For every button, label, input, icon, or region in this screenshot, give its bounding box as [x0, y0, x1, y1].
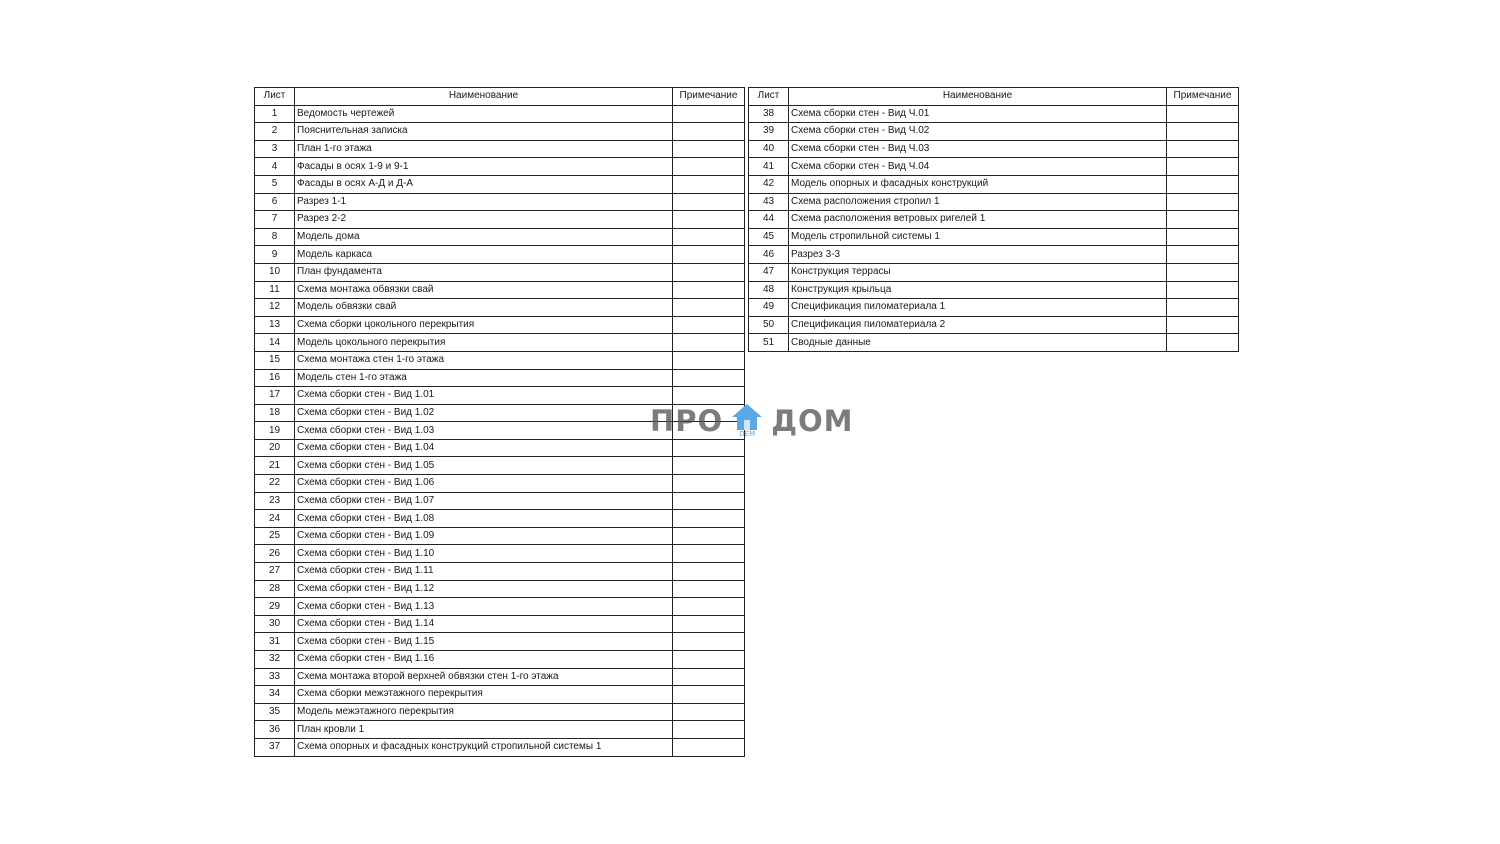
sheet-number-cell: 33 — [255, 668, 295, 686]
drawing-name-cell: Схема сборки стен - Вид Ч.01 — [789, 105, 1167, 123]
table-row — [255, 211, 745, 229]
table-row — [749, 211, 1239, 229]
drawing-name-cell: Схема сборки стен - Вид 1.06 — [295, 475, 673, 493]
table-row — [255, 510, 745, 528]
note-cell — [673, 211, 745, 229]
sheet-number-cell: 46 — [749, 246, 789, 264]
table-row — [255, 738, 745, 756]
drawing-name-cell: Модель стен 1-го этажа — [295, 369, 673, 387]
drawing-name-cell: Спецификация пиломатериала 1 — [789, 299, 1167, 317]
drawing-name-cell: Схема сборки стен - Вид 1.11 — [295, 563, 673, 581]
sheet-number-cell: 5 — [255, 175, 295, 193]
drawing-name-cell: Схема монтажа стен 1-го этажа — [295, 351, 673, 369]
drawing-name-cell: Разрез 2-2 — [295, 211, 673, 229]
drawing-name-cell: Схема сборки стен - Вид Ч.02 — [789, 123, 1167, 141]
drawing-name-cell: Схема опорных и фасадных конструкций стропильной системы 1 — [295, 738, 673, 756]
sheet-number-cell: 45 — [749, 228, 789, 246]
drawing-name-cell: Фасады в осях 1-9 и 9-1 — [295, 158, 673, 176]
sheet-number-cell: 41 — [749, 158, 789, 176]
drawing-name-cell: Модель обвязки свай — [295, 299, 673, 317]
drawing-name-cell: Конструкция террасы — [789, 263, 1167, 281]
note-cell — [1167, 246, 1239, 264]
table-row — [749, 316, 1239, 334]
note-cell — [673, 686, 745, 704]
note-cell — [1167, 158, 1239, 176]
sheet-number-cell: 26 — [255, 545, 295, 563]
note-cell — [673, 123, 745, 141]
table-row — [255, 281, 745, 299]
watermark-text-left: ПРО — [650, 404, 724, 438]
drawing-name-cell: Схема расположения ветровых ригелей 1 — [789, 211, 1167, 229]
sheet-number-cell: 38 — [749, 105, 789, 123]
note-cell — [673, 510, 745, 528]
table-row — [255, 703, 745, 721]
note-cell — [673, 492, 745, 510]
sheet-number-cell: 35 — [255, 703, 295, 721]
sheet-number-cell: 14 — [255, 334, 295, 352]
drawing-name-cell: Схема сборки стен - Вид 1.03 — [295, 422, 673, 440]
note-cell — [673, 299, 745, 317]
table-row — [749, 299, 1239, 317]
note-cell — [673, 246, 745, 264]
drawing-name-cell: Фасады в осях А-Д и Д-А — [295, 175, 673, 193]
note-cell — [673, 228, 745, 246]
sheet-number-cell: 6 — [255, 193, 295, 211]
table-row — [255, 158, 745, 176]
drawing-name-cell: Схема сборки стен - Вид 1.12 — [295, 580, 673, 598]
note-cell — [1167, 123, 1239, 141]
sheet-number-cell: 43 — [749, 193, 789, 211]
sheet-number-cell: 44 — [749, 211, 789, 229]
sheet-number-cell: 36 — [255, 721, 295, 739]
table-row — [255, 668, 745, 686]
table-row — [255, 105, 745, 123]
drawing-name-cell: План кровли 1 — [295, 721, 673, 739]
table-row — [255, 457, 745, 475]
drawing-name-cell: Сводные данные — [789, 334, 1167, 352]
note-cell — [673, 580, 745, 598]
drawing-name-cell: Схема сборки цокольного перекрытия — [295, 316, 673, 334]
sheet-number-cell: 34 — [255, 686, 295, 704]
table-row — [255, 651, 745, 669]
sheet-number-cell: 48 — [749, 281, 789, 299]
drawing-name-cell: Схема сборки стен - Вид 1.02 — [295, 404, 673, 422]
note-cell — [673, 598, 745, 616]
header-row — [255, 88, 745, 106]
sheet-number-cell: 18 — [255, 404, 295, 422]
sheet-number-cell: 19 — [255, 422, 295, 440]
note-cell — [673, 193, 745, 211]
header-note: Примечание — [1167, 88, 1239, 106]
table-row — [255, 439, 745, 457]
note-cell — [673, 475, 745, 493]
sheet-number-cell: 9 — [255, 246, 295, 264]
note-cell — [673, 175, 745, 193]
table-row — [255, 193, 745, 211]
note-cell — [673, 721, 745, 739]
table-row — [255, 316, 745, 334]
table-row — [749, 193, 1239, 211]
note-cell — [673, 527, 745, 545]
sheet-number-cell: 16 — [255, 369, 295, 387]
table-row — [255, 527, 745, 545]
table-row — [255, 563, 745, 581]
table-row — [255, 334, 745, 352]
table-row — [255, 351, 745, 369]
table-row — [749, 334, 1239, 352]
table-row — [749, 123, 1239, 141]
table-row — [255, 545, 745, 563]
table-row — [255, 686, 745, 704]
prodom-watermark — [650, 402, 854, 440]
header-sheet: Лист — [749, 88, 789, 106]
table-row — [255, 492, 745, 510]
table-row — [255, 299, 745, 317]
drawing-name-cell: Схема сборки стен - Вид 1.07 — [295, 492, 673, 510]
note-cell — [673, 316, 745, 334]
sheet-number-cell: 29 — [255, 598, 295, 616]
table-row — [749, 246, 1239, 264]
note-cell — [673, 457, 745, 475]
table-row — [255, 580, 745, 598]
note-cell — [673, 140, 745, 158]
note-cell — [673, 738, 745, 756]
drawing-name-cell: Модель стропильной системы 1 — [789, 228, 1167, 246]
sheet-number-cell: 21 — [255, 457, 295, 475]
sheet-number-cell: 23 — [255, 492, 295, 510]
table-row — [255, 721, 745, 739]
sheet-number-cell: 17 — [255, 387, 295, 405]
sheet-number-cell: 37 — [255, 738, 295, 756]
drawing-name-cell: Схема сборки межэтажного перекрытия — [295, 686, 673, 704]
table-row — [749, 175, 1239, 193]
note-cell — [673, 158, 745, 176]
table-row — [749, 228, 1239, 246]
drawing-name-cell: Схема сборки стен - Вид Ч.03 — [789, 140, 1167, 158]
note-cell — [673, 651, 745, 669]
note-cell — [673, 334, 745, 352]
drawings-list-right — [748, 87, 1239, 352]
table-row — [255, 633, 745, 651]
sheet-number-cell: 2 — [255, 123, 295, 141]
table-row — [749, 281, 1239, 299]
drawing-name-cell: Схема сборки стен - Вид 1.04 — [295, 439, 673, 457]
header-row — [749, 88, 1239, 106]
table-row — [255, 369, 745, 387]
drawing-name-cell: Разрез 1-1 — [295, 193, 673, 211]
sheet-number-cell: 12 — [255, 299, 295, 317]
drawing-name-cell: Модель дома — [295, 228, 673, 246]
table-row — [255, 175, 745, 193]
note-cell — [1167, 193, 1239, 211]
sheet-number-cell: 42 — [749, 175, 789, 193]
note-cell — [1167, 281, 1239, 299]
table-row — [255, 123, 745, 141]
sheet-number-cell: 39 — [749, 123, 789, 141]
table-row — [749, 140, 1239, 158]
drawing-name-cell: Схема сборки стен - Вид 1.01 — [295, 387, 673, 405]
drawing-name-cell: Модель каркаса — [295, 246, 673, 264]
drawing-name-cell: Модель цокольного перекрытия — [295, 334, 673, 352]
drawing-name-cell: Схема монтажа второй верхней обвязки стен 1-го этажа — [295, 668, 673, 686]
note-cell — [1167, 299, 1239, 317]
sheet-number-cell: 24 — [255, 510, 295, 528]
note-cell — [1167, 105, 1239, 123]
note-cell — [673, 281, 745, 299]
sheet-number-cell: 27 — [255, 563, 295, 581]
drawing-name-cell: Пояснительная записка — [295, 123, 673, 141]
note-cell — [1167, 334, 1239, 352]
note-cell — [1167, 228, 1239, 246]
drawing-name-cell: Схема монтажа обвязки свай — [295, 281, 673, 299]
drawing-name-cell: Спецификация пиломатериала 2 — [789, 316, 1167, 334]
header-note: Примечание — [673, 88, 745, 106]
note-cell — [673, 369, 745, 387]
sheet-number-cell: 7 — [255, 211, 295, 229]
sheet-number-cell: 1 — [255, 105, 295, 123]
drawing-name-cell: Ведомость чертежей — [295, 105, 673, 123]
note-cell — [673, 545, 745, 563]
sheet-number-cell: 13 — [255, 316, 295, 334]
sheet-number-cell: 10 — [255, 263, 295, 281]
note-cell — [673, 105, 745, 123]
sheet-number-cell: 15 — [255, 351, 295, 369]
drawing-name-cell: Разрез 3-3 — [789, 246, 1167, 264]
sheet-number-cell: 51 — [749, 334, 789, 352]
table-row — [255, 228, 745, 246]
header-name: Наименование — [789, 88, 1167, 106]
drawing-name-cell: Схема сборки стен - Вид Ч.04 — [789, 158, 1167, 176]
note-cell — [673, 563, 745, 581]
sheet-number-cell: 32 — [255, 651, 295, 669]
sheet-number-cell: 47 — [749, 263, 789, 281]
drawing-name-cell: Схема сборки стен - Вид 1.05 — [295, 457, 673, 475]
sheet-number-cell: 20 — [255, 439, 295, 457]
header-sheet: Лист — [255, 88, 295, 106]
sheet-number-cell: 25 — [255, 527, 295, 545]
drawing-name-cell: Конструкция крыльца — [789, 281, 1167, 299]
sheet-number-cell: 28 — [255, 580, 295, 598]
note-cell — [1167, 263, 1239, 281]
drawing-name-cell: Схема сборки стен - Вид 1.16 — [295, 651, 673, 669]
drawing-name-cell: Модель опорных и фасадных конструкций — [789, 175, 1167, 193]
note-cell — [673, 668, 745, 686]
drawing-name-cell: План фундамента — [295, 263, 673, 281]
sheet-number-cell: 49 — [749, 299, 789, 317]
sheet-number-cell: 31 — [255, 633, 295, 651]
table-row — [255, 475, 745, 493]
drawing-name-cell: Схема расположения стропил 1 — [789, 193, 1167, 211]
sheet-number-cell: 40 — [749, 140, 789, 158]
house-icon — [729, 402, 765, 440]
table-row — [749, 105, 1239, 123]
drawing-name-cell: Схема сборки стен - Вид 1.10 — [295, 545, 673, 563]
sheet-number-cell: 22 — [255, 475, 295, 493]
sheet-number-cell: 50 — [749, 316, 789, 334]
drawing-name-cell: План 1-го этажа — [295, 140, 673, 158]
drawing-name-cell: Модель межэтажного перекрытия — [295, 703, 673, 721]
note-cell — [673, 703, 745, 721]
table-row — [255, 246, 745, 264]
table-row — [749, 263, 1239, 281]
drawing-name-cell: Схема сборки стен - Вид 1.15 — [295, 633, 673, 651]
table-row — [255, 615, 745, 633]
table-row — [749, 158, 1239, 176]
watermark-subtext: DEM — [739, 430, 756, 438]
table-row — [255, 598, 745, 616]
note-cell — [1167, 175, 1239, 193]
note-cell — [673, 263, 745, 281]
header-name: Наименование — [295, 88, 673, 106]
note-cell — [673, 351, 745, 369]
table-row — [255, 263, 745, 281]
sheet-number-cell: 8 — [255, 228, 295, 246]
note-cell — [673, 615, 745, 633]
note-cell — [1167, 211, 1239, 229]
sheet-number-cell: 4 — [255, 158, 295, 176]
drawing-name-cell: Схема сборки стен - Вид 1.08 — [295, 510, 673, 528]
sheet-number-cell: 3 — [255, 140, 295, 158]
note-cell — [673, 439, 745, 457]
note-cell — [673, 633, 745, 651]
sheet-number-cell: 11 — [255, 281, 295, 299]
sheet-number-cell: 30 — [255, 615, 295, 633]
watermark-text-right: ДОМ — [771, 404, 854, 438]
note-cell — [1167, 316, 1239, 334]
drawing-name-cell: Схема сборки стен - Вид 1.14 — [295, 615, 673, 633]
drawing-name-cell: Схема сборки стен - Вид 1.09 — [295, 527, 673, 545]
table-row — [255, 140, 745, 158]
note-cell — [1167, 140, 1239, 158]
drawing-name-cell: Схема сборки стен - Вид 1.13 — [295, 598, 673, 616]
